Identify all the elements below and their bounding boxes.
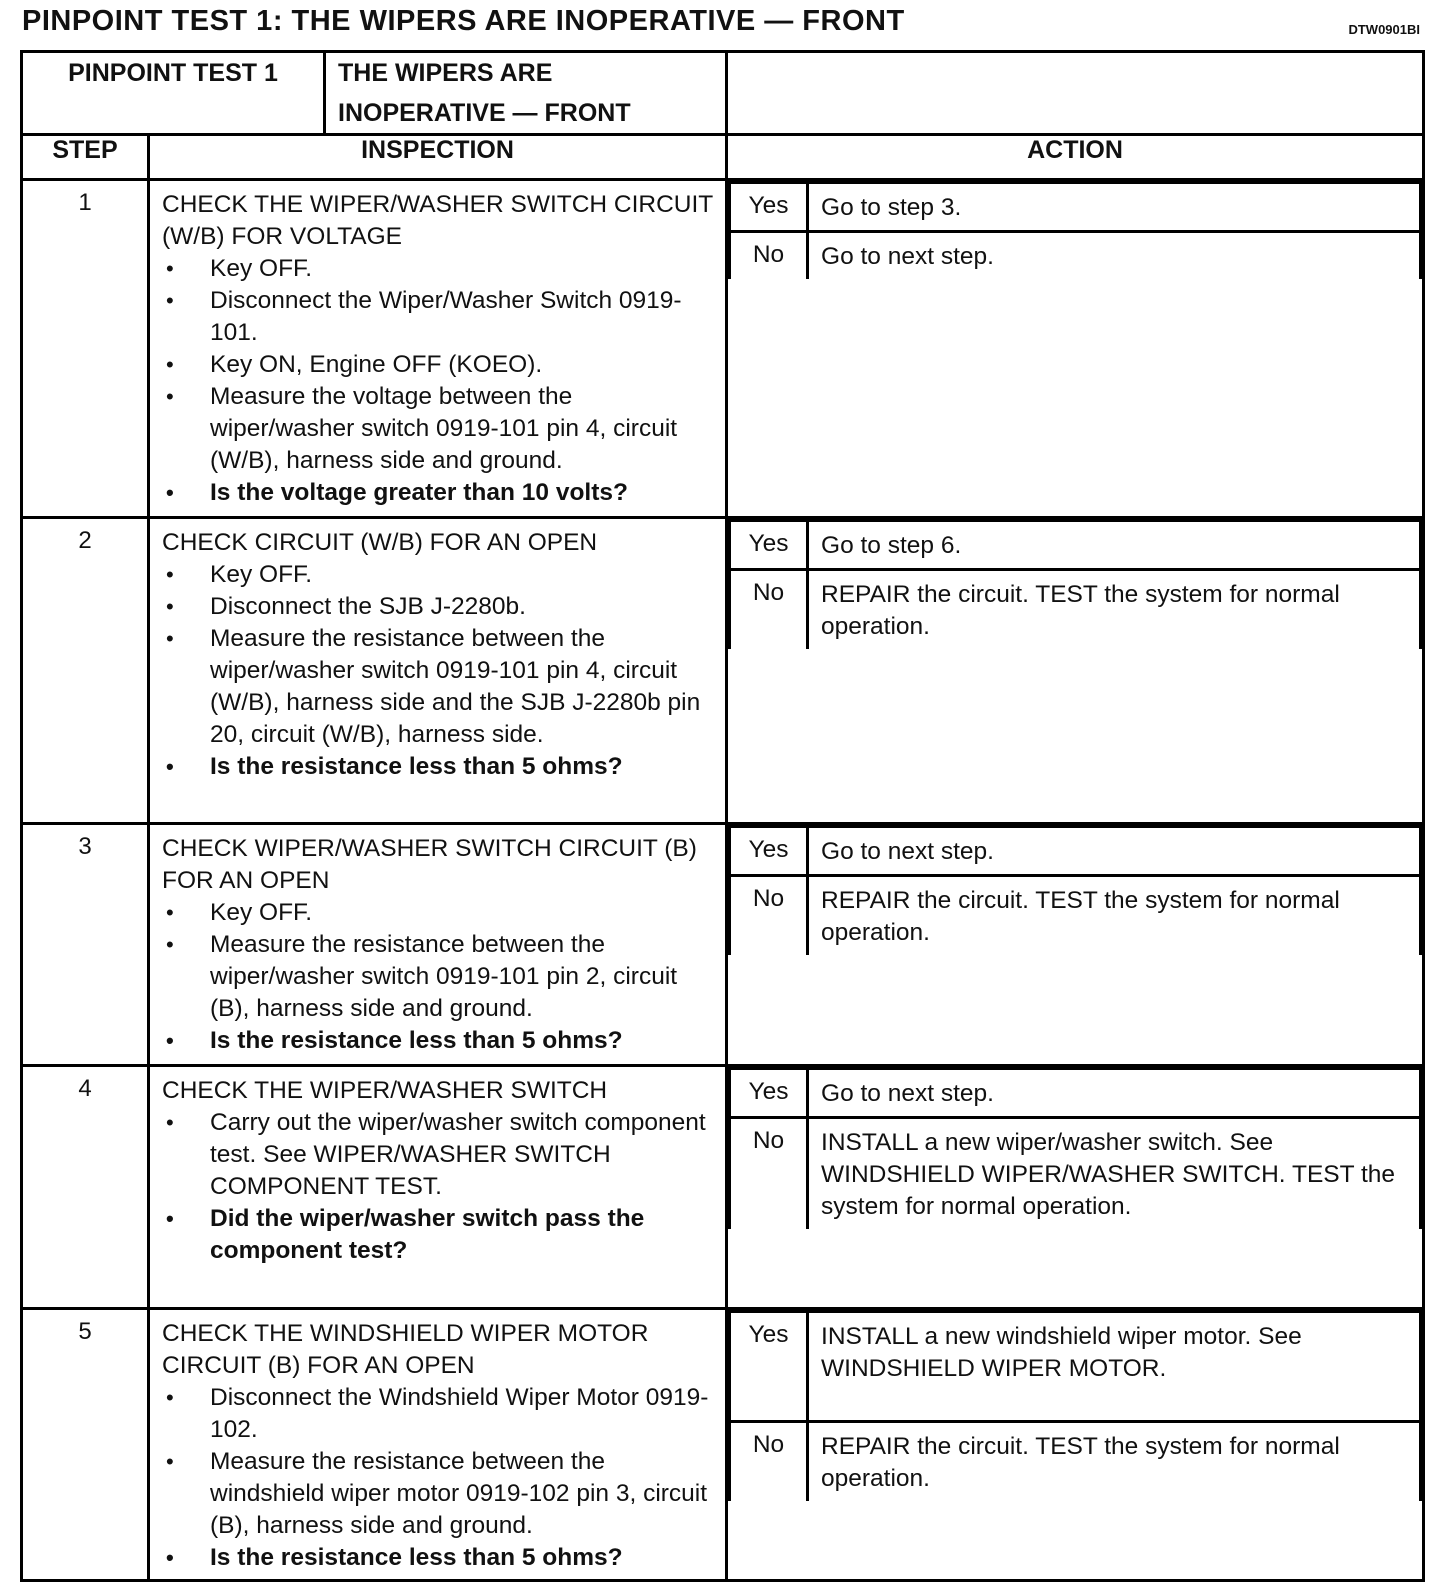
inspection-bullet: • Measure the voltage between the wiper/washer switch 0919-101 pin 4, circuit (W/B), harness side and ground. bbox=[162, 381, 715, 477]
no-answer: No bbox=[730, 232, 808, 280]
inspection-bullet: • Key OFF. bbox=[162, 897, 715, 929]
inspection-question: • Did the wiper/washer switch pass the component test? bbox=[162, 1203, 715, 1267]
yes-answer: Yes bbox=[730, 1069, 808, 1118]
step-number: 4 bbox=[22, 1066, 149, 1309]
inspection-list bbox=[162, 1382, 715, 1574]
yes-action: Go to step 3. bbox=[808, 183, 1421, 232]
step-column-header: STEP bbox=[22, 135, 149, 180]
inspection-heading: CHECK WIPER/WASHER SWITCH CIRCUIT (B) FOR AN OPEN bbox=[162, 835, 697, 894]
step-row bbox=[22, 824, 1424, 1066]
no-outcome-row bbox=[730, 1118, 1421, 1230]
yes-action: INSTALL a new windshield wiper motor. See WINDSHIELD WIPER MOTOR. bbox=[808, 1312, 1421, 1422]
inspection-cell bbox=[149, 1066, 727, 1309]
no-answer: No bbox=[730, 570, 808, 650]
action-column-header: ACTION bbox=[727, 135, 1424, 180]
inspection-column-header: INSPECTION bbox=[149, 135, 727, 180]
inspection-bullet: • Measure the resistance between the wiper/washer switch 0919-101 pin 2, circuit (B), harness side and ground. bbox=[162, 929, 715, 1025]
yes-outcome-row bbox=[730, 1069, 1421, 1118]
yes-outcome-row bbox=[730, 521, 1421, 570]
step-number: 3 bbox=[22, 824, 149, 1066]
inspection-question: • Is the resistance less than 5 ohms? bbox=[162, 751, 715, 783]
yes-answer: Yes bbox=[730, 827, 808, 876]
test-label: PINPOINT TEST 1 bbox=[23, 53, 326, 133]
column-header-row bbox=[22, 135, 1424, 180]
no-action: INSTALL a new wiper/washer switch. See WINDSHIELD WIPER/WASHER SWITCH. TEST the system for normal operation. bbox=[808, 1118, 1421, 1230]
test-description: THE WIPERS ARE INOPERATIVE — FRONT bbox=[338, 59, 631, 127]
test-header-row bbox=[22, 52, 1424, 135]
yes-outcome-row bbox=[730, 183, 1421, 232]
no-outcome-row bbox=[730, 1422, 1421, 1502]
inspection-cell bbox=[149, 518, 727, 824]
yes-outcome-row bbox=[730, 1312, 1421, 1422]
yes-answer: Yes bbox=[730, 1312, 808, 1422]
yes-action: Go to step 6. bbox=[808, 521, 1421, 570]
no-action: REPAIR the circuit. TEST the system for normal operation. bbox=[808, 570, 1421, 650]
document-code: DTW0901BI bbox=[1348, 22, 1420, 37]
no-outcome-row bbox=[730, 876, 1421, 956]
inspection-bullet: • Measure the resistance between the wiper/washer switch 0919-101 pin 4, circuit (W/B), harness side and the SJB J-2280b pin 20, circuit (W/B), harness side. bbox=[162, 623, 715, 751]
no-answer: No bbox=[730, 1422, 808, 1502]
page-title: PINPOINT TEST 1: THE WIPERS ARE INOPERATIVE — FRONT bbox=[22, 5, 905, 37]
step-number: 1 bbox=[22, 180, 149, 518]
inspection-bullet: • Disconnect the Windshield Wiper Motor 0919-102. bbox=[162, 1382, 715, 1446]
action-cell bbox=[727, 824, 1424, 1066]
inspection-heading: CHECK THE WIPER/WASHER SWITCH bbox=[162, 1077, 608, 1104]
yes-answer: Yes bbox=[730, 183, 808, 232]
action-cell bbox=[727, 1066, 1424, 1309]
inspection-list bbox=[162, 253, 715, 509]
step-number: 2 bbox=[22, 518, 149, 824]
inspection-bullet: • Disconnect the SJB J-2280b. bbox=[162, 591, 715, 623]
step-row bbox=[22, 1309, 1424, 1581]
no-action: Go to next step. bbox=[808, 232, 1421, 280]
inspection-cell bbox=[149, 180, 727, 518]
yes-action: Go to next step. bbox=[808, 827, 1421, 876]
inspection-bullet: • Key ON, Engine OFF (KOEO). bbox=[162, 349, 715, 381]
step-row bbox=[22, 518, 1424, 824]
inspection-list bbox=[162, 1107, 715, 1267]
action-cell bbox=[727, 518, 1424, 824]
inspection-cell bbox=[149, 824, 727, 1066]
no-outcome-row bbox=[730, 570, 1421, 650]
inspection-bullet: • Carry out the wiper/washer switch component test. See WIPER/WASHER SWITCH COMPONENT TEST. bbox=[162, 1107, 715, 1203]
inspection-question: • Is the voltage greater than 10 volts? bbox=[162, 477, 715, 509]
no-action: REPAIR the circuit. TEST the system for normal operation. bbox=[808, 1422, 1421, 1502]
step-row bbox=[22, 1066, 1424, 1309]
inspection-bullet: • Key OFF. bbox=[162, 559, 715, 591]
yes-answer: Yes bbox=[730, 521, 808, 570]
inspection-heading: CHECK THE WINDSHIELD WIPER MOTOR CIRCUIT (B) FOR AN OPEN bbox=[162, 1320, 649, 1379]
step-number: 5 bbox=[22, 1309, 149, 1581]
inspection-list bbox=[162, 559, 715, 783]
inspection-question: • Is the resistance less than 5 ohms? bbox=[162, 1025, 715, 1057]
inspection-cell bbox=[149, 1309, 727, 1581]
inspection-question: • Is the resistance less than 5 ohms? bbox=[162, 1542, 715, 1574]
inspection-heading: CHECK CIRCUIT (W/B) FOR AN OPEN bbox=[162, 529, 598, 556]
yes-outcome-row bbox=[730, 827, 1421, 876]
yes-action: Go to next step. bbox=[808, 1069, 1421, 1118]
no-answer: No bbox=[730, 1118, 808, 1230]
inspection-heading: CHECK THE WIPER/WASHER SWITCH CIRCUIT (W/B) FOR VOLTAGE bbox=[162, 191, 713, 250]
no-action: REPAIR the circuit. TEST the system for normal operation. bbox=[808, 876, 1421, 956]
step-row bbox=[22, 180, 1424, 518]
no-outcome-row bbox=[730, 232, 1421, 280]
inspection-list bbox=[162, 897, 715, 1057]
pinpoint-test-table bbox=[20, 50, 1425, 1582]
action-cell bbox=[727, 1309, 1424, 1581]
inspection-bullet: • Key OFF. bbox=[162, 253, 715, 285]
action-cell bbox=[727, 180, 1424, 518]
no-answer: No bbox=[730, 876, 808, 956]
inspection-bullet: • Measure the resistance between the windshield wiper motor 0919-102 pin 3, circuit (B), harness side and ground. bbox=[162, 1446, 715, 1542]
inspection-bullet: • Disconnect the Wiper/Washer Switch 0919-101. bbox=[162, 285, 715, 349]
